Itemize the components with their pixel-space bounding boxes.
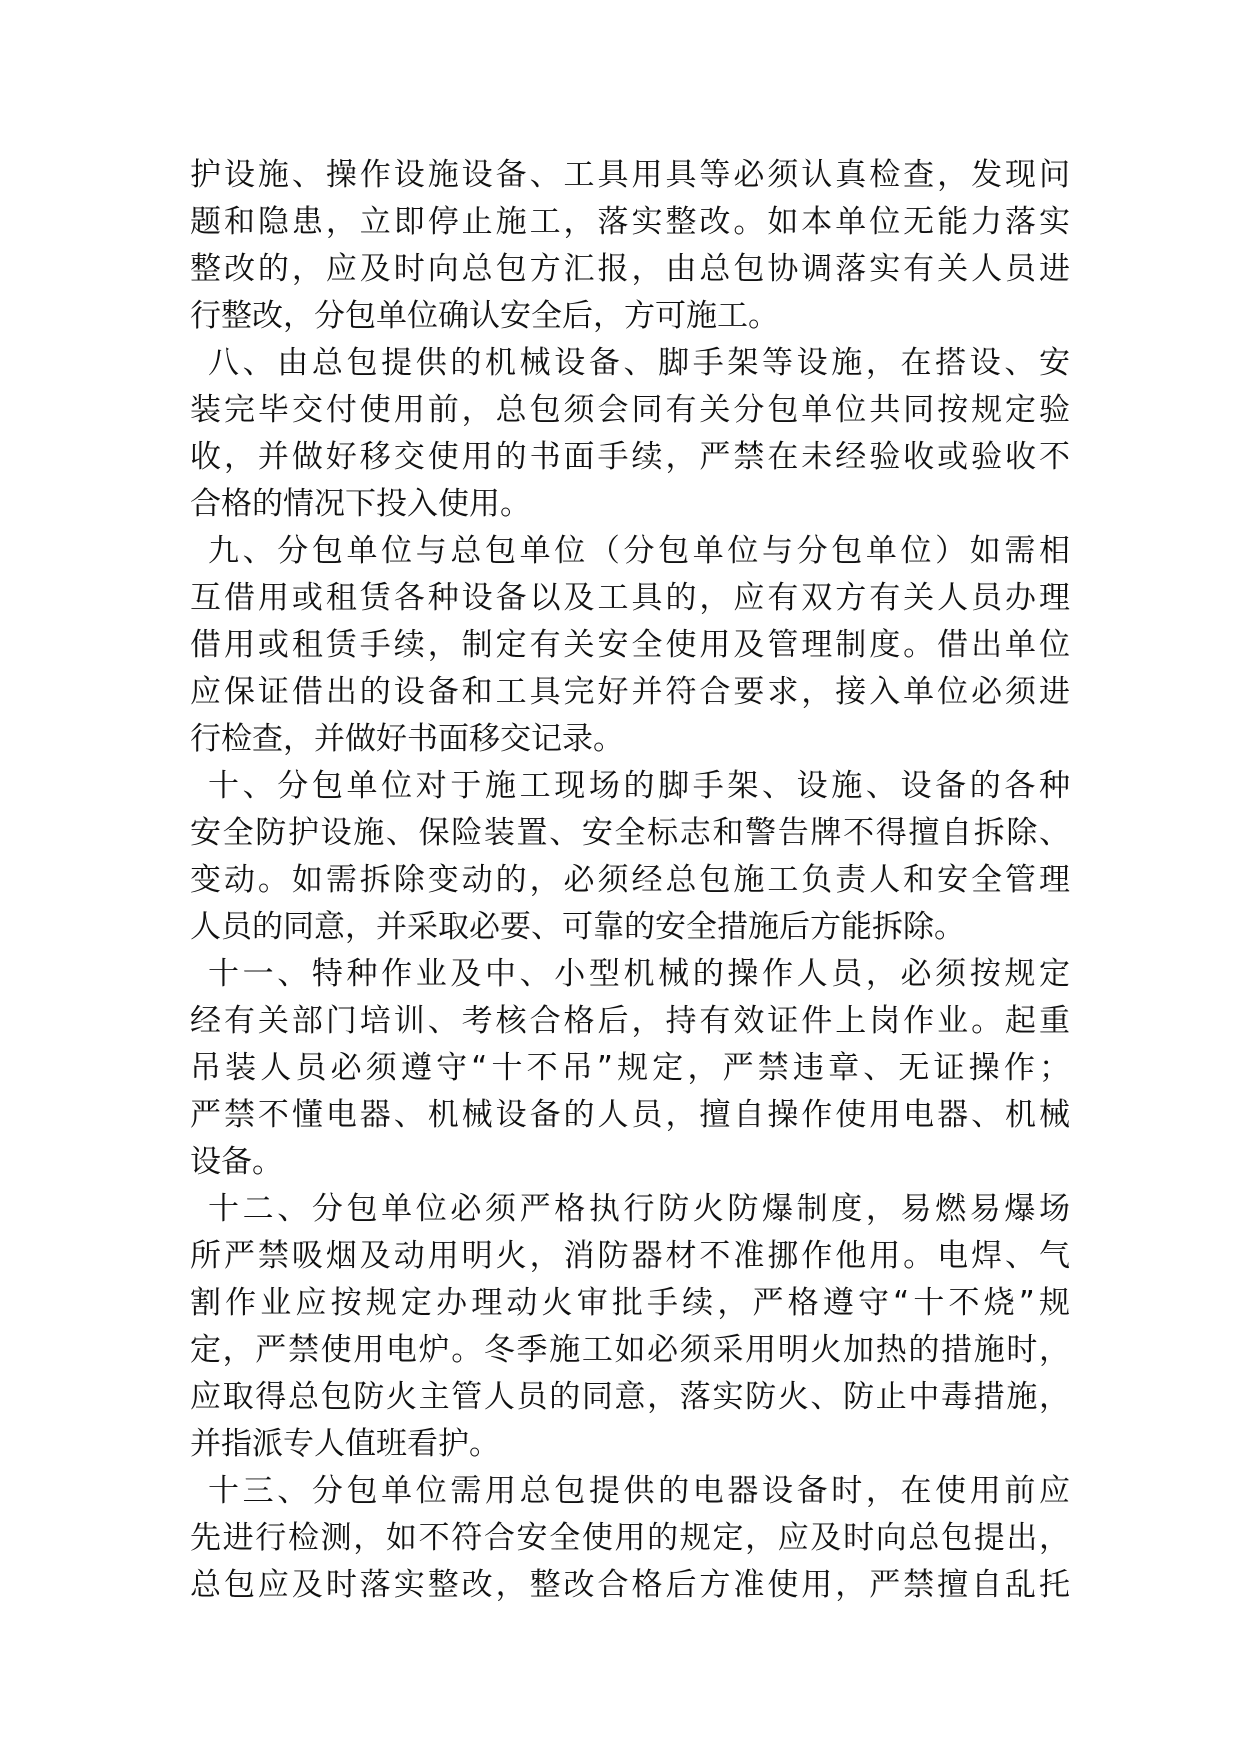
text-line: 装完毕交付使用前，总包须会同有关分包单位共同按规定验 bbox=[190, 392, 1070, 428]
text-line: 借用或租赁手续，制定有关安全使用及管理制度。借出单位 bbox=[190, 627, 1070, 663]
text-line: 安全防护设施、保险装置、安全标志和警告牌不得擅自拆除、 bbox=[190, 815, 1070, 851]
text-line: 吊装人员必须遵守“十不吊”规定，严禁违章、无证操作； bbox=[190, 1050, 1070, 1086]
text-line: 应取得总包防火主管人员的同意，落实防火、防止中毒措施， bbox=[190, 1379, 1070, 1415]
text-line: 变动。如需拆除变动的，必须经总包施工负责人和安全管理 bbox=[190, 862, 1070, 898]
text-line: 应保证借出的设备和工具完好并符合要求，接入单位必须进 bbox=[190, 674, 1070, 710]
text-line: 收，并做好移交使用的书面手续，严禁在未经验收或验收不 bbox=[190, 439, 1070, 475]
text-line: 所严禁吸烟及动用明火，消防器材不准挪作他用。电焊、气 bbox=[190, 1238, 1070, 1274]
document-body bbox=[190, 152, 1070, 1609]
text-line: 护设施、操作设施设备、工具用具等必须认真检查，发现问 bbox=[190, 157, 1070, 193]
text-line: 经有关部门培训、考核合格后，持有效证件上岗作业。起重 bbox=[190, 1003, 1070, 1039]
text-line: 整改的，应及时向总包方汇报，由总包协调落实有关人员进 bbox=[190, 251, 1070, 287]
text-line: 定，严禁使用电炉。冬季施工如必须采用明火加热的措施时， bbox=[190, 1332, 1070, 1368]
text-line: 行检查，并做好书面移交记录。 bbox=[190, 721, 624, 757]
text-line: 行整改，分包单位确认安全后，方可施工。 bbox=[190, 298, 779, 334]
text-line: 十、分包单位对于施工现场的脚手架、设施、设备的各种 bbox=[208, 768, 1070, 804]
text-line: 八、由总包提供的机械设备、脚手架等设施，在搭设、安 bbox=[208, 345, 1070, 381]
text-line: 十二、分包单位必须严格执行防火防爆制度，易燃易爆场 bbox=[208, 1191, 1070, 1227]
text-line: 并指派专人值班看护。 bbox=[190, 1426, 500, 1462]
text-line: 总包应及时落实整改，整改合格后方准使用，严禁擅自乱托 bbox=[190, 1567, 1070, 1603]
text-line: 人员的同意，并采取必要、可靠的安全措施后方能拆除。 bbox=[190, 909, 965, 945]
text-line: 题和隐患，立即停止施工，落实整改。如本单位无能力落实 bbox=[190, 204, 1070, 240]
text-line: 先进行检测，如不符合安全使用的规定，应及时向总包提出， bbox=[190, 1520, 1070, 1556]
text-line: 严禁不懂电器、机械设备的人员，擅自操作使用电器、机械 bbox=[190, 1097, 1070, 1133]
text-line: 互借用或租赁各种设备以及工具的，应有双方有关人员办理 bbox=[190, 580, 1070, 616]
text-line: 十三、分包单位需用总包提供的电器设备时，在使用前应 bbox=[208, 1473, 1070, 1509]
text-line: 九、分包单位与总包单位（分包单位与分包单位）如需相 bbox=[208, 533, 1070, 569]
text-line: 设备。 bbox=[190, 1144, 283, 1180]
text-line: 十一、特种作业及中、小型机械的操作人员，必须按规定 bbox=[208, 956, 1070, 992]
text-line: 合格的情况下投入使用。 bbox=[190, 486, 531, 522]
text-line: 割作业应按规定办理动火审批手续，严格遵守“十不烧”规 bbox=[190, 1285, 1070, 1321]
